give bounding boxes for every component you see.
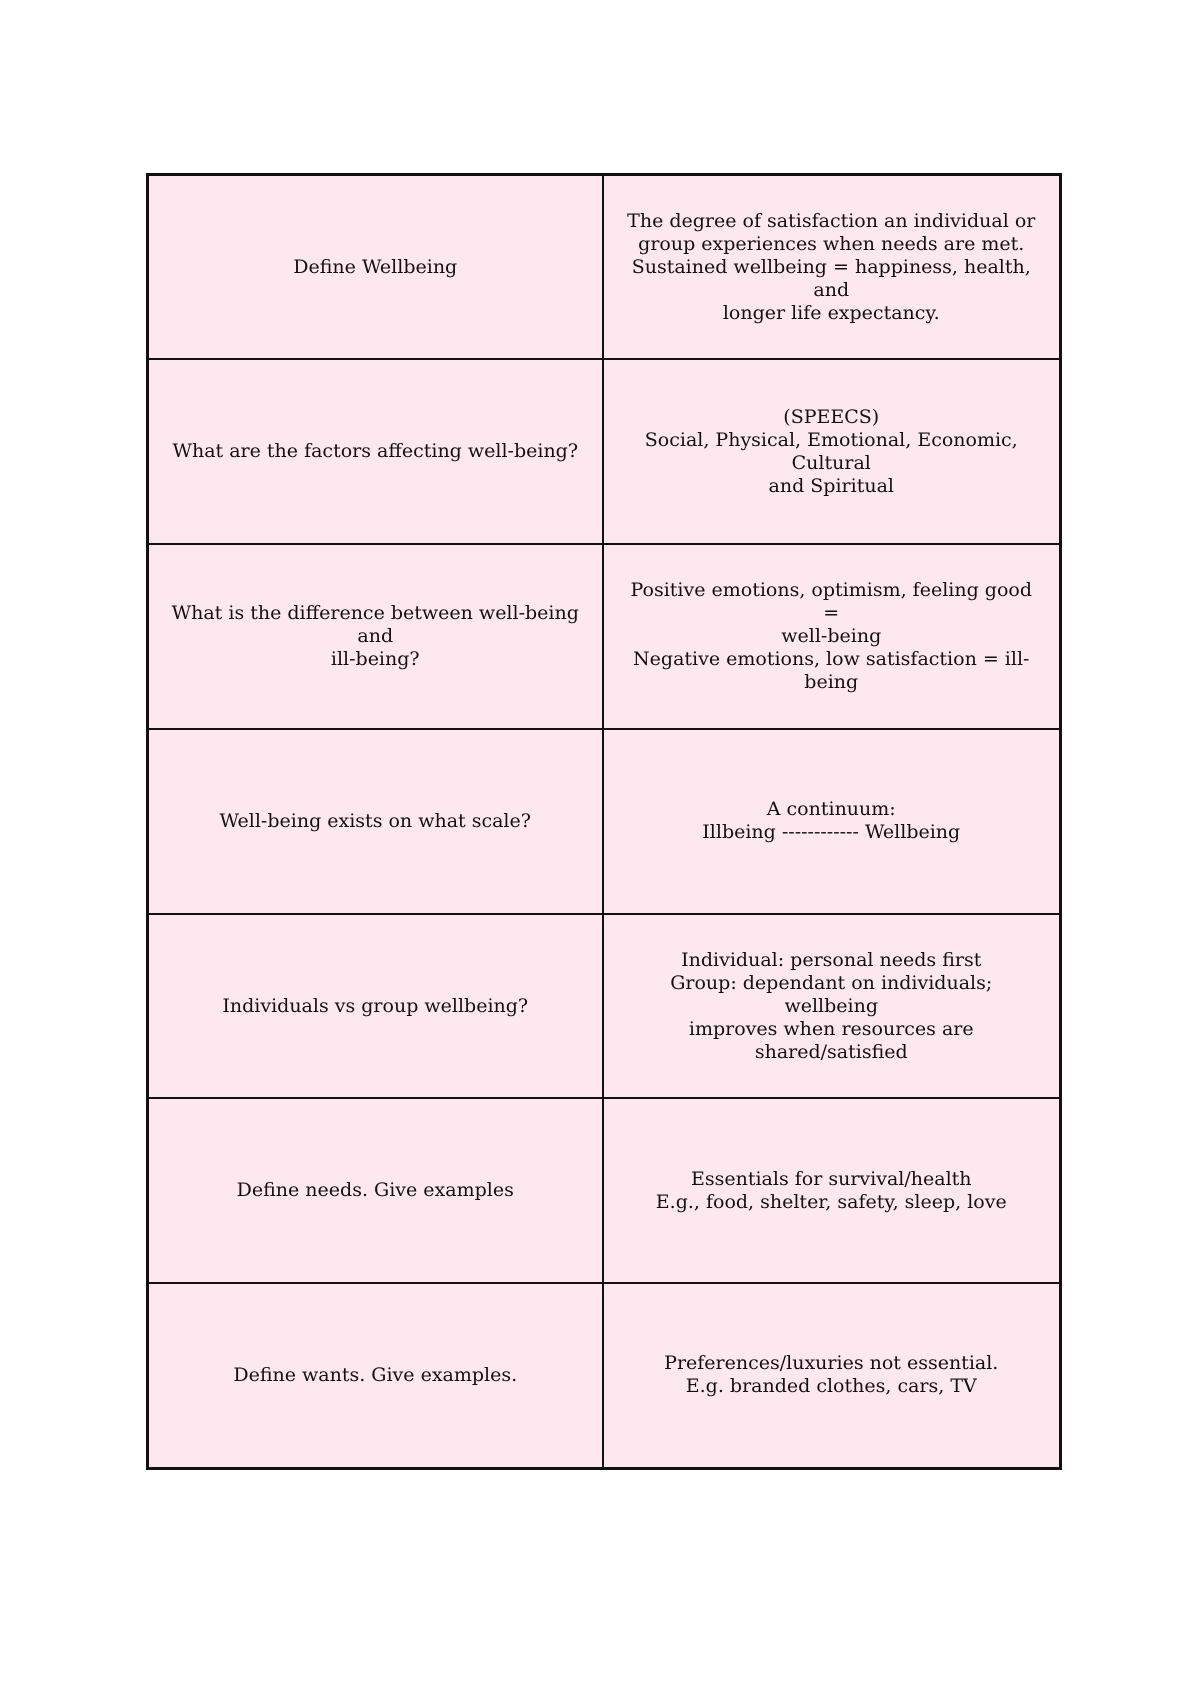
answer-cell: Individual: personal needs first Group: dependant on individuals; wellbeing improves when resources are shared/satisfied [603, 914, 1061, 1099]
question-cell: Individuals vs group wellbeing? [148, 914, 603, 1099]
answer-cell: Positive emotions, optimism, feeling good = well-being Negative emotions, low satisfaction = ill-being [603, 544, 1061, 729]
flashcard-table [146, 173, 1062, 1470]
flashcard-row [148, 175, 1061, 360]
flashcard-row [148, 1098, 1061, 1283]
question-cell: Define needs. Give examples [148, 1098, 603, 1283]
flashcard-row [148, 729, 1061, 914]
question-cell: Well-being exists on what scale? [148, 729, 603, 914]
flashcard-row [148, 359, 1061, 544]
answer-cell: (SPEECS) Social, Physical, Emotional, Economic, Cultural and Spiritual [603, 359, 1061, 544]
flashcard-row [148, 914, 1061, 1099]
question-cell: Define wants. Give examples. [148, 1283, 603, 1468]
question-cell: Define Wellbeing [148, 175, 603, 360]
flashcard-row [148, 1283, 1061, 1468]
answer-cell: A continuum: Illbeing ------------ Wellbeing [603, 729, 1061, 914]
question-cell: What are the factors affecting well-being? [148, 359, 603, 544]
answer-cell: Essentials for survival/health E.g., food, shelter, safety, sleep, love [603, 1098, 1061, 1283]
flashcard-row [148, 544, 1061, 729]
answer-cell: Preferences/luxuries not essential. E.g. branded clothes, cars, TV [603, 1283, 1061, 1468]
question-cell: What is the difference between well-being and ill-being? [148, 544, 603, 729]
answer-cell: The degree of satisfaction an individual or group experiences when needs are met. Sustained wellbeing = happiness, health, and longer life expectancy. [603, 175, 1061, 360]
